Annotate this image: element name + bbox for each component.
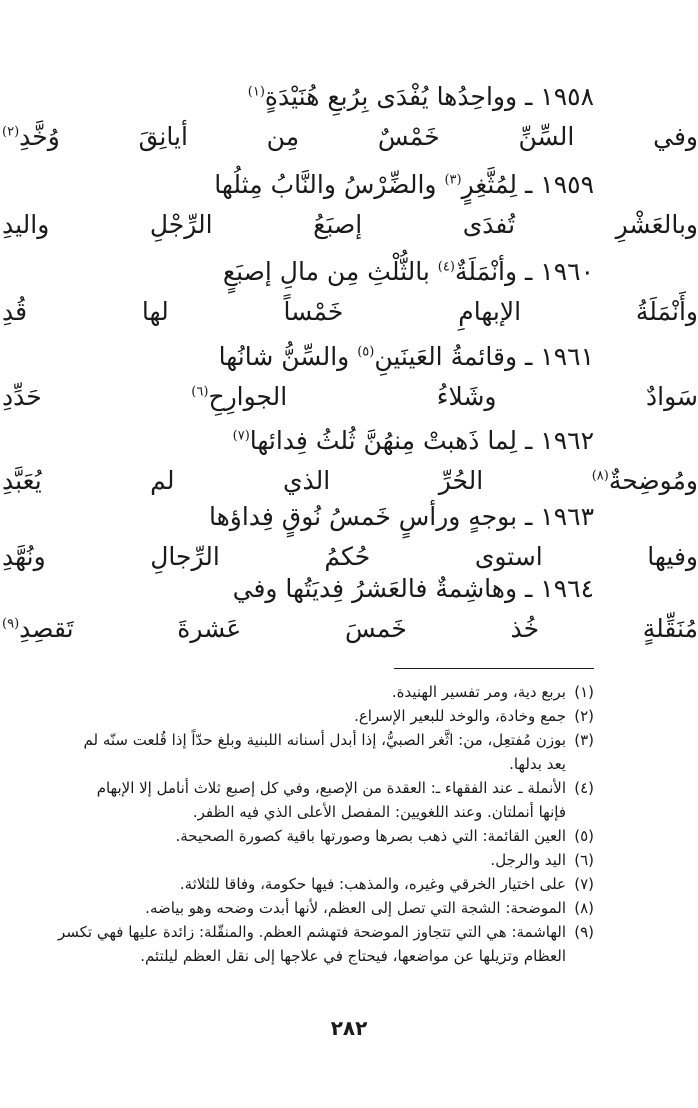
footnote-8 <box>0 896 698 920</box>
footnote-3 <box>0 728 698 776</box>
verse-text: لِما ذَهبتْ مِنهُنَّ ثُلثُ فِدائها <box>249 426 518 455</box>
verse-number: ١٩٦٢ ـ <box>525 426 594 455</box>
footnote-text: فإنها أنملتان. وعند اللغويين: المفصل الأعلى الذي فيه الظفر. <box>192 803 566 821</box>
verse-text: لِمُثَّغِرٍ <box>461 170 518 199</box>
footnote-ref[interactable]: (٥) <box>357 344 375 360</box>
verse-first-hemistich <box>219 340 594 374</box>
footnote-ref[interactable]: (٨) <box>591 468 609 484</box>
footnote-text: العين القائمة: التي ذهب بصرها وصورتها باقية كصورة الصحيحة. <box>175 827 566 845</box>
footnote-ref[interactable]: (٣) <box>444 172 462 188</box>
footnote-2 <box>0 704 698 728</box>
verse-first-hemistich <box>248 80 594 114</box>
footnote-text: جمع وخادة، والوخد للبعير الإسراع. <box>354 707 566 725</box>
footnote-number: (٦) <box>574 851 594 869</box>
verse-text: الحُرِّ الذي لم يُعَبَّدِ <box>2 466 484 495</box>
verse-1959 <box>0 168 698 256</box>
verse-text: حَدِّدِ <box>2 382 42 411</box>
footnote-number: (٩) <box>574 923 594 941</box>
verse-number: ١٩٦٤ ـ <box>525 574 594 603</box>
verse-text: مُنَقِّلةٍ خُذ خَمسَ عَشرةَ تَقصِدِ <box>19 614 698 643</box>
verse-second-hemistich <box>2 464 698 498</box>
footnote-ref[interactable]: (٦) <box>191 384 209 400</box>
verse-text: وفيها استوى حُكمُ الرِّجالِ ونُهَّدِ <box>2 542 698 571</box>
verse-text: والضِّرْسُ والنَّابُ مِثلُها <box>214 170 437 199</box>
footnote-ref[interactable]: (٧) <box>232 428 250 444</box>
footnote-text: بربع دية، ومر تفسير الهنيدة. <box>391 683 566 701</box>
verse-second-hemistich <box>2 380 698 414</box>
footnote-text: على اختيار الخرقي وغيره، والمذهب: فيها حكومة، وفاقا للثلاثة. <box>179 875 566 893</box>
verse-second-hemistich <box>2 540 698 574</box>
footnote-number: (٨) <box>574 899 594 917</box>
verse-first-hemistich <box>214 168 594 202</box>
footnotes <box>0 680 698 968</box>
verse-number: ١٩٥٨ ـ <box>525 82 594 111</box>
footnote-text: الأنملة ـ عند الفقهاء ـ: العقدة من الإصبع، وفي كل إصبع ثلاث أنامل إلا الإبهام <box>96 779 566 797</box>
footnote-text: يعد بدلها. <box>509 755 566 773</box>
footnote-number: (٢) <box>574 707 594 725</box>
footnote-ref[interactable]: (٢) <box>2 124 20 140</box>
verse-text: وقائمةُ العَينَينِ <box>374 342 518 371</box>
footnote-text: بوزن مُفتعِل، من: اثَّغر الصبيُّ، إذا أبدل أسنانه اللبنية وبلغ حدّاً إذا قُلعت سنّه لم <box>83 731 566 749</box>
verse-second-hemistich <box>2 295 698 329</box>
footnote-text: اليد والرجل. <box>490 851 566 869</box>
verse-text: وبالعَشْرِ تُفدَى إصبَعُ الرِّجْلِ واليدِ <box>2 210 698 239</box>
verse-first-hemistich <box>209 500 594 534</box>
verse-1962 <box>0 424 698 512</box>
footnote-ref[interactable]: (٤) <box>437 259 455 275</box>
footnote-divider <box>394 668 594 669</box>
footnote-4 <box>0 776 698 824</box>
verse-second-hemistich <box>2 120 698 154</box>
footnote-number: (٣) <box>574 731 594 749</box>
verse-first-hemistich <box>223 255 594 289</box>
verse-number: ١٩٥٩ ـ <box>525 170 594 199</box>
footnote-number: (٤) <box>574 779 594 797</box>
page-number: ٢٨٢ <box>330 1016 368 1040</box>
footnote-5 <box>0 824 698 848</box>
verse-second-hemistich <box>2 208 698 242</box>
verse-number: ١٩٦٠ ـ <box>525 257 594 286</box>
verse-text: وواحِدُها يُفْدَى بِرُبعِ هُنَيْدَةٍ <box>264 82 518 111</box>
verse-text: وهاشِمةٌ فالعَشرُ فِديَتُها وفي <box>232 574 518 603</box>
verse-text: وأنْمَلَةٌ <box>454 257 518 286</box>
verse-1961 <box>0 340 698 428</box>
verse-1958 <box>0 80 698 168</box>
footnote-number: (٧) <box>574 875 594 893</box>
footnote-1 <box>0 680 698 704</box>
footnote-6 <box>0 848 698 872</box>
verse-number: ١٩٦٣ ـ <box>525 502 594 531</box>
verse-text: بوجهٍ ورأسٍ خَمسُ نُوقٍ فِداؤها <box>208 502 518 531</box>
verse-text: سَوادٌ وشَلاءُ الجوارِحِ <box>208 382 698 411</box>
verse-text: ومُوضِحةٌ <box>608 466 698 495</box>
verse-1960 <box>0 255 698 343</box>
footnote-9 <box>0 920 698 968</box>
footnote-ref[interactable]: (٩) <box>2 616 20 632</box>
verse-text: وفي السِّنِّ خَمْسٌ مِن أيانِقَ وُخَّدِ <box>19 122 698 151</box>
verse-first-hemistich <box>233 424 594 458</box>
verse-second-hemistich <box>2 612 698 646</box>
footnote-number: (٥) <box>574 827 594 845</box>
footnote-text: الموضحة: الشجة التي تصل إلى العظم، لأنها أبدت وضحه وهو بياضه. <box>145 899 566 917</box>
verse-first-hemistich <box>233 572 594 606</box>
footnote-text: العظام وتزيلها عن مواضعها، فيحتاج في علاجها إلى نقل العظم ليلتئم. <box>140 947 566 965</box>
verse-number: ١٩٦١ ـ <box>525 342 594 371</box>
footnote-number: (١) <box>574 683 594 701</box>
footnote-ref[interactable]: (١) <box>247 84 265 100</box>
footnote-7 <box>0 872 698 896</box>
verse-text: وأَنْمَلَةُ الإبهامِ خَمْساً لها قُدِ <box>2 297 698 326</box>
verse-text: بالثُّلْثِ مِن مالِ إصبَعٍ <box>222 257 430 286</box>
verse-text: والسِّنُّ شانُها <box>218 342 350 371</box>
footnote-text: الهاشمة: هي التي تتجاوز الموضحة فتهشم العظم. والمنقّلة: زائدة عليها فهي تكسر <box>57 923 566 941</box>
verse-1964 <box>0 572 698 660</box>
